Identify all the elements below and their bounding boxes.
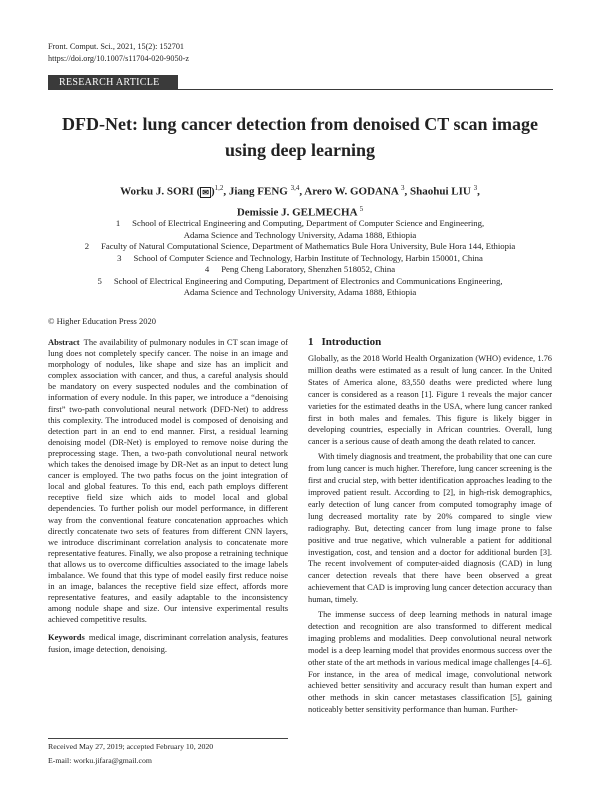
title-line-2: using deep learning bbox=[224, 140, 376, 160]
introduction-section bbox=[308, 336, 552, 716]
affiliation-text: Adama Science and Technology University, Adama 1888, Ethiopia bbox=[183, 229, 417, 240]
affiliation-number: 3 bbox=[117, 252, 122, 263]
keywords-label: Keywords bbox=[48, 632, 85, 643]
author-affiliation-sup: 3,4 bbox=[290, 184, 300, 192]
author-affiliation-sup: 5 bbox=[359, 204, 364, 213]
left-column bbox=[48, 337, 288, 655]
author-affiliation-sup: 3 bbox=[401, 184, 405, 192]
keywords-text: medical image, discriminant correlation analysis, features fusion, image detection, denoising. bbox=[48, 632, 288, 654]
affiliation-line bbox=[48, 230, 552, 242]
author-affiliation-sup: 3 bbox=[473, 184, 478, 192]
affiliation-text: School of Electrical Engineering and Computing, Department of Computer Science and Engineering, bbox=[132, 218, 485, 228]
affiliation-text: Peng Cheng Laboratory, Shenzhen 518052, China bbox=[221, 264, 396, 274]
banner-rule bbox=[178, 89, 553, 90]
email-footnote: E-mail: worku.jifara@gmail.com bbox=[48, 756, 152, 765]
received-date: Received May 27, 2019; accepted February 10, 2020 bbox=[48, 742, 214, 751]
section-number: 1 bbox=[308, 336, 314, 348]
section-title: Introduction bbox=[321, 336, 382, 348]
affiliation-text: Faculty of Natural Computational Science, Department of Mathematics Bule Hora University, Bule Hora 144, Ethiopia bbox=[101, 241, 516, 251]
abstract-label: Abstract bbox=[48, 337, 80, 347]
affiliation-text: School of Computer Science and Technology, Harbin Institute of Technology, Harbin 150001, China bbox=[133, 252, 483, 263]
abstract-text: The availability of pulmonary nodules in CT scan image of lung does not completely specify cancer. The noise in an image and morphology of nodules, like shape and size has an implicit and complex association with cancer, and thus, a careful analysis should be mandatory on every suspected nodules and the combination of information of every nodule. In this paper, we introduce a “denoising first” two-path convolutional neural network (DFD-Net) to address this complexity. The introduced model is composed of denoising and detection part in an end to end manner. First, a residual learning denoising model (DR-Net) is employed to remove noise during the preprocessing stage. Then, a two-path convolutional neural network which takes the denoised image by DR-Net as an input to detect lung cancer is employed. The two paths focus on the joint integration of local and global features. To this end, each path employs different receptive field size which aids to model local and global dependencies. To further polish our model performance, in different way from the conventional feature concatenation approaches which directly concatenate two sets of features from different CNN layers, we introduce discriminant correlation analysis to concatenate more representative features. Finally, we also propose a retraining technique that allows us to overcome difficulties associated to the image labels imbalance. We found that this type of model easily first reduce noise in an image, balances the receptive field size effect, affords more representative features, and easily adaptable to the inconsistency among nodule shape and size. Our intensive experimental results achieved competitive results. bbox=[48, 337, 288, 625]
affiliation-text: School of Electrical Engineering and Computing, Department of Electronics and Communications Engineering, bbox=[113, 275, 503, 286]
affiliation-number: 4 bbox=[204, 264, 210, 274]
author-name: Jiang FENG bbox=[228, 185, 288, 198]
copyright-notice: © Higher Education Press 2020 bbox=[48, 316, 156, 326]
affiliation-line bbox=[48, 253, 552, 265]
article-type-banner: RESEARCH ARTICLE bbox=[48, 75, 178, 90]
section-heading bbox=[308, 336, 552, 349]
paragraph: The immense success of deep learning methods in natural image detection and recognition are also transformed to different medical imaging problems and modalities. Deep convolutional neural network model is a deep learning model that provides enormous success over the other state of the art methods in various medical image challenges [4–6]. For instance, in the area of medical image, convolutional network achieved better sensitivity and accuracy result than human expert and other methods in skin cancer metastases classification [5], gaining noticeably better sensitivity performance than human. Further- bbox=[308, 610, 552, 715]
abstract bbox=[48, 337, 288, 625]
affiliation-line bbox=[48, 287, 552, 299]
keywords bbox=[48, 632, 288, 654]
author-name: Demissie J. GELMECHA bbox=[236, 206, 357, 219]
paragraph: Globally, as the 2018 World Health Organization (WHO) evidence, 1.76 million deaths were estimated as a result of lung cancer. In the United States of America alone, 83,550 deaths were predicted where lung cancer is considered as a reason [1]. Figure 1 reveals the major cancer varieties for the estimated deaths in the USA, where lung cancer ranked first in both males and females. This figure is likely bigger in developing countries, especially in African countries. Overall, lung cancer is a serious cause of death among the death related to cancer. bbox=[308, 354, 552, 447]
affiliation-line bbox=[48, 218, 552, 230]
affiliation-number: 5 bbox=[97, 275, 102, 286]
journal-info bbox=[48, 41, 189, 65]
author-name: Arero W. GODANA bbox=[304, 185, 399, 198]
affiliation-number: 2 bbox=[84, 241, 90, 251]
affiliation-number: 1 bbox=[115, 218, 121, 228]
doi-link[interactable]: https://doi.org/10.1007/s11704-020-9050-z bbox=[48, 54, 190, 63]
journal-citation: Front. Comput. Sci., 2021, 15(2): 152701 bbox=[48, 42, 185, 51]
author-name: Worku J. SORI bbox=[120, 185, 194, 198]
paragraph: With timely diagnosis and treatment, the probability that one can cure from lung cancer is much higher. Therefore, lung cancer screening is the first and crucial step, with better identification approaches leading to the improved patient result. According to [2], in high-risk demographics, early detection of lung cancer from computed tomography image of lung decreased mortality rate by 20% compared to single view radiography. But, detecting cancer from lung image prone to false positive and true negative, which vulnerable a patient for additional investigation, cost, and tension and a doctor for additional burden [3]. The recent involvement of computer-aided diagnosis (CAD) in lung cancer detection reveals that there have been observed a great achievement that CAD is improving lung cancer detection accuracy than human, timely. bbox=[308, 452, 552, 605]
title-line-1: DFD-Net: lung cancer detection from denoised CT scan image bbox=[62, 114, 538, 134]
footnote-rule bbox=[48, 738, 288, 739]
affiliation-list bbox=[48, 218, 552, 299]
author-affiliation-sup: 1,2 bbox=[214, 184, 224, 192]
affiliation-text: Adama Science and Technology University, Adama 1888, Ethiopia bbox=[183, 287, 417, 297]
affiliation-line bbox=[48, 241, 552, 253]
paper-title bbox=[48, 111, 552, 163]
author-name: Shaohui LIU bbox=[410, 185, 471, 198]
author-list: Worku J. SORI ( ✉ )$^{1,2}$, Jiang FENG $^{3,4}$, Arero W. GODANA $^3$, Shaohui LIU $^3$, Demissie J. GELMECHA $^5$ bbox=[120, 184, 480, 219]
affiliation-line bbox=[48, 276, 552, 288]
mail-icon: ✉ bbox=[202, 187, 209, 197]
affiliation-line bbox=[48, 264, 552, 276]
